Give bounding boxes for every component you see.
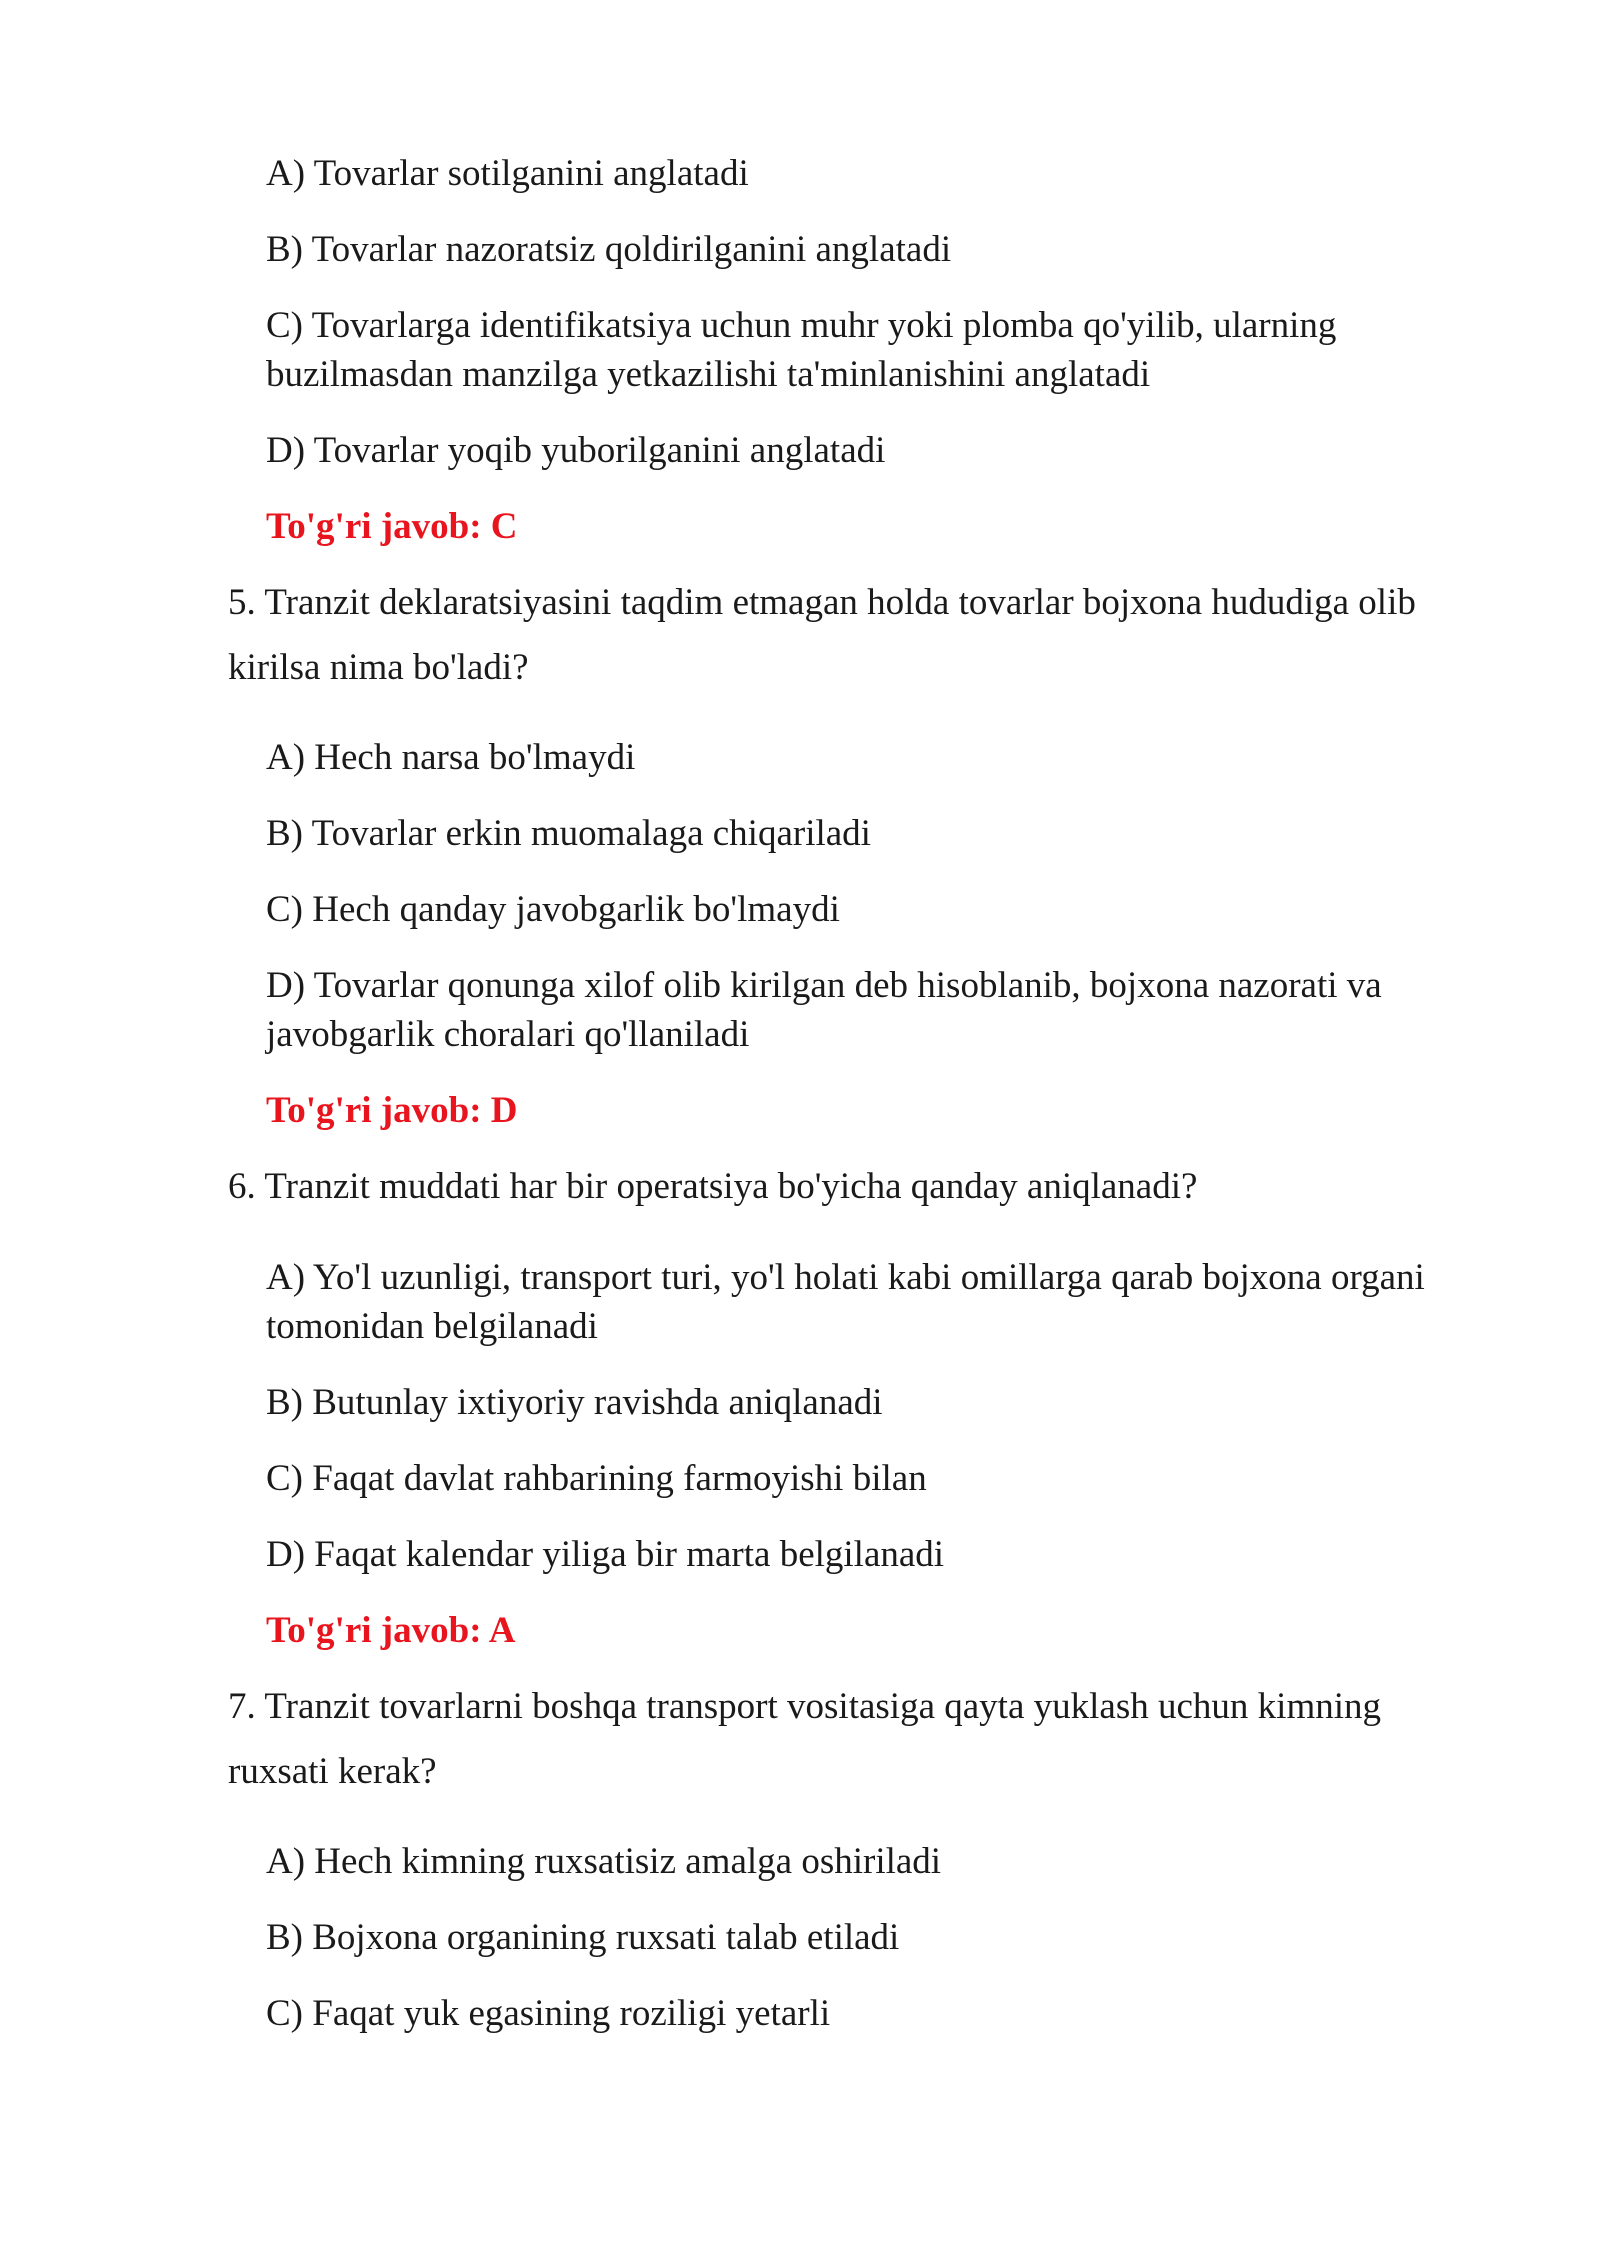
q5-option-d-line2: javobgarlik choralari qo'llaniladi (266, 1014, 750, 1055)
q5-option-b: B) Tovarlar erkin muomalaga chiqariladi (266, 813, 871, 854)
q6-option-b: B) Butunlay ixtiyoriy ravishda aniqlanadi (266, 1382, 883, 1423)
q5-option-a: A) Hech narsa bo'lmaydi (266, 737, 636, 778)
q7-option-a: A) Hech kimning ruxsatisiz amalga oshiriladi (266, 1841, 942, 1882)
q7-option-c: C) Faqat yuk egasining roziligi yetarli (266, 1993, 831, 2034)
q6-option-d: D) Faqat kalendar yiliga bir marta belgilanadi (266, 1534, 945, 1575)
q7-text-line1: 7. Tranzit tovarlarni boshqa transport vositasiga qayta yuklash uchun kimning (228, 1686, 1381, 1727)
q5-option-c: C) Hech qanday javobgarlik bo'lmaydi (266, 889, 840, 930)
q4-option-b: B) Tovarlar nazoratsiz qoldirilganini anglatadi (266, 229, 952, 270)
q7-text-line2: ruxsati kerak? (228, 1751, 437, 1792)
q6-correct-answer: To'g'ri javob: A (266, 1610, 516, 1651)
q4-option-a: A) Tovarlar sotilganini anglatadi (266, 153, 749, 194)
q4-option-d: D) Tovarlar yoqib yuborilganini anglatadi (266, 430, 886, 471)
q4-option-c-line1: C) Tovarlarga identifikatsiya uchun muhr yoki plomba qo'yilib, ularning (266, 305, 1337, 346)
q7-option-b: B) Bojxona organining ruxsati talab etiladi (266, 1917, 900, 1958)
q5-text-line2: kirilsa nima bo'ladi? (228, 647, 529, 688)
q5-option-d-line1: D) Tovarlar qonunga xilof olib kirilgan deb hisoblanib, bojxona nazorati va (266, 965, 1382, 1006)
q6-text: 6. Tranzit muddati har bir operatsiya bo'yicha qanday aniqlanadi? (228, 1166, 1198, 1207)
q4-correct-answer: To'g'ri javob: C (266, 506, 518, 547)
q4-option-c-line2: buzilmasdan manzilga yetkazilishi ta'minlanishini anglatadi (266, 354, 1151, 395)
q6-option-a-line2: tomonidan belgilanadi (266, 1306, 598, 1347)
q6-option-a-line1: A) Yo'l uzunligi, transport turi, yo'l holati kabi omillarga qarab bojxona organi (266, 1257, 1425, 1298)
q5-text-line1: 5. Tranzit deklaratsiyasini taqdim etmagan holda tovarlar bojxona hududiga olib (228, 582, 1416, 623)
q6-option-c: C) Faqat davlat rahbarining farmoyishi bilan (266, 1458, 927, 1499)
q5-correct-answer: To'g'ri javob: D (266, 1090, 518, 1131)
